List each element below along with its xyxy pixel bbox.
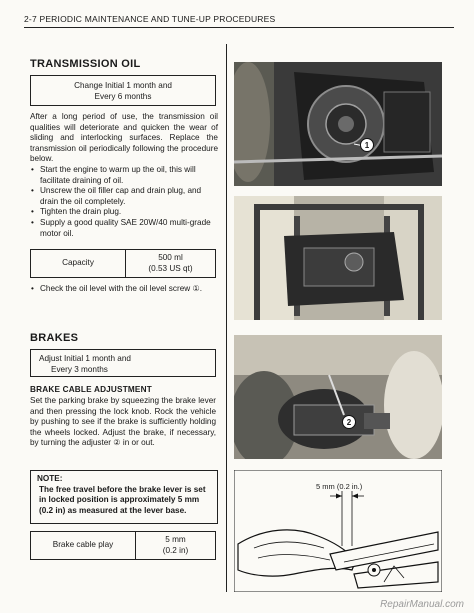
brakes-paragraph: Set the parking brake by squeezing the brake lever and then pressing the lock knob. Rock the vehicle by pushing to see if the brake is sufficiently holding the wheels locked. Adjust the brake, if necessary, by turning the adjuster ② in or out. <box>30 396 216 448</box>
transmission-interval-line2: Every 6 months <box>94 92 152 101</box>
transmission-step: • Tighten the drain plug. <box>30 207 220 218</box>
brakes-interval-line2: Every 3 months <box>51 365 108 374</box>
capacity-value-cell <box>126 250 216 278</box>
transmission-interval-line1: Change Initial 1 month and <box>74 81 172 90</box>
column-divider <box>226 44 227 592</box>
capacity-value-ml: 500 ml <box>158 253 183 262</box>
capacity-value-qt: (0.53 US qt) <box>148 263 193 273</box>
play-value-in: (0.2 in) <box>162 545 189 555</box>
play-value-cell <box>136 532 216 560</box>
callout-1: 1 <box>360 138 374 152</box>
capacity-table <box>30 249 216 278</box>
brakes-note-box <box>30 470 218 524</box>
brake-lever-diagram <box>234 470 442 592</box>
oil-filler-photo <box>234 196 442 320</box>
dimension-label: 5 mm (0.2 in.) <box>316 482 363 491</box>
transmission-steps <box>30 165 220 239</box>
brake-play-table <box>30 531 216 560</box>
check-note-list <box>30 284 222 295</box>
header-rule <box>24 27 454 28</box>
page-header: 2-7 PERIODIC MAINTENANCE AND TUNE-UP PROCEDURES <box>24 14 276 24</box>
play-label: Brake cable play <box>31 532 136 560</box>
brake-adjuster-photo <box>234 335 442 459</box>
callout-2: 2 <box>342 415 356 429</box>
oil-filler-illustration <box>234 196 442 320</box>
transmission-interval-box <box>30 75 216 106</box>
note-text: The free travel before the brake lever is set in locked position is approximately 5 mm (0.2 in) as measured at the lever base. <box>39 484 206 515</box>
transmission-step: • Unscrew the oil filler cap and drain plug, and drain the oil completely. <box>30 186 220 207</box>
transmission-drain-photo <box>234 62 442 186</box>
note-label: NOTE: <box>37 474 63 483</box>
transmission-title: TRANSMISSION OIL <box>30 58 141 70</box>
brake-cable-subtitle: BRAKE CABLE ADJUSTMENT <box>30 385 152 394</box>
brakes-interval-box <box>30 349 216 377</box>
transmission-paragraph: After a long period of use, the transmission oil qualities will deteriorate and quicken the wear of sliding and interlocking surfaces. Replace the transmission oil periodically following the procedure below. <box>30 112 218 164</box>
watermark: RepairManual.com <box>380 599 464 610</box>
transmission-step: • Supply a good quality SAE 20W/40 multi-grade motor oil. <box>30 218 220 239</box>
transmission-drain-illustration <box>234 62 442 186</box>
capacity-label: Capacity <box>31 250 126 278</box>
transmission-step: • Start the engine to warm up the oil, this will facilitate draining of oil. <box>30 165 220 186</box>
check-note: • Check the oil level with the oil level screw ①. <box>30 284 222 295</box>
play-value-mm: 5 mm <box>165 535 186 544</box>
brake-adjuster-illustration <box>234 335 442 459</box>
brakes-interval-line1: Adjust Initial 1 month and <box>39 354 131 363</box>
brakes-title: BRAKES <box>30 332 79 344</box>
